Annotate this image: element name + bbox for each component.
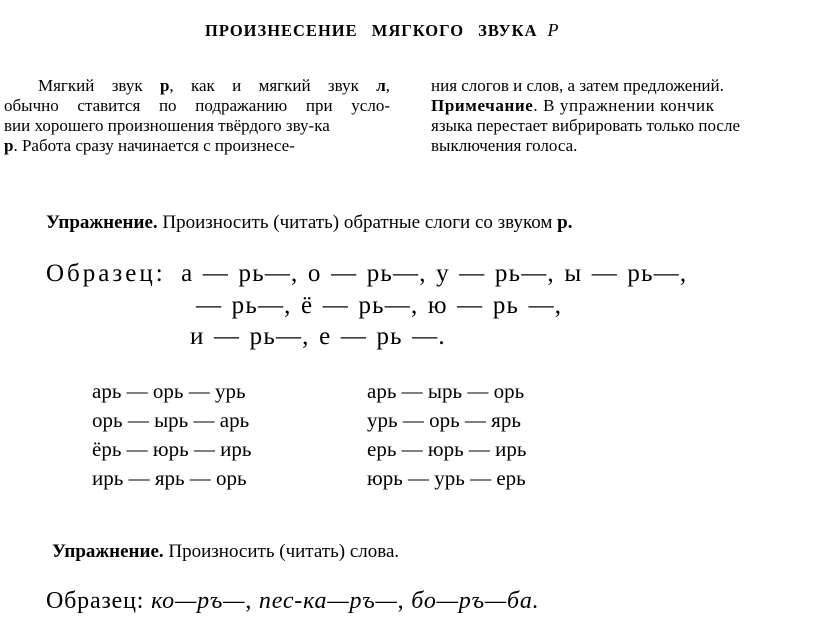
sample-2-line: Образец: ко—ръ—, пес-ка—ръ—, бо—ръ—ба. (46, 588, 540, 614)
page-title (205, 20, 560, 41)
intro-right-line-3: языка перестает вибрировать только после (431, 116, 740, 135)
sample-1-line-3: и — рь—, е — рь —. (190, 323, 446, 350)
exercise-1-heading (46, 212, 573, 234)
syllable-row: арь — орь — урь (92, 379, 246, 403)
syllable-row: орь — ырь — арь (92, 408, 250, 432)
exercise-2-heading (52, 541, 399, 563)
exercise-2-label: Упражнение. (52, 541, 164, 562)
sample-1-label: Образец: (46, 260, 166, 287)
intro-left-line-3: вии хорошего произношения твёрдого зву-ка (4, 116, 330, 135)
intro-left-line-4: р. Работа сразу начинается с произнесе- (4, 136, 295, 155)
sample-2-word: пес-ка—ръ— (258, 588, 398, 614)
intro-right-column (431, 76, 815, 156)
syllables-left-column (92, 377, 251, 493)
exercise-1-sound: р. (557, 212, 573, 233)
title-main: ПРОИЗНЕСЕНИЕ МЯГКОГО ЗВУКА (205, 21, 538, 40)
syllable-row: ерь — юрь — ирь (367, 437, 527, 461)
note-label: Примечание (431, 96, 534, 115)
sample-1-line-1: Образец: а — рь—, о — рь—, у — рь—, ы — рь—, (46, 260, 688, 287)
syllable-row: урь — орь — ярь (367, 408, 521, 432)
syllables-right-column (367, 377, 526, 493)
intro-left-column (4, 76, 390, 156)
intro-left-line-2: обычно ставится по подражанию при усло- (4, 96, 390, 115)
intro-right-line-2: Примечание. В упражнении кончик (431, 96, 715, 115)
intro-right-line-4: выключения голоса. (431, 136, 578, 155)
syllable-row: арь — ырь — орь (367, 379, 525, 403)
syllable-row: ирь — ярь — орь (92, 466, 247, 490)
exercise-1-label: Упражнение. (46, 212, 158, 233)
intro-left-line-1: Мягкий звук р, как и мягкий звук л, (38, 76, 390, 95)
syllable-row: ёрь — юрь — ирь (92, 437, 252, 461)
title-letter: Р (547, 20, 560, 40)
intro-right-line-1: ния слогов и слов, а затем предложений. (431, 76, 724, 95)
sample-1-line-2: — рь—, ё — рь—, ю — рь —, (196, 292, 563, 319)
sample-2-word: ко—ръ— (151, 588, 246, 614)
exercise-2-text: Произносить (читать) слова. (163, 541, 400, 562)
syllable-row: юрь — урь — ерь (367, 466, 526, 490)
sample-2-label: Образец: (46, 588, 145, 614)
sample-2-word: бо—ръ—ба. (411, 588, 540, 614)
exercise-1-text: Произносить (читать) обратные слоги со звуком (157, 212, 558, 233)
